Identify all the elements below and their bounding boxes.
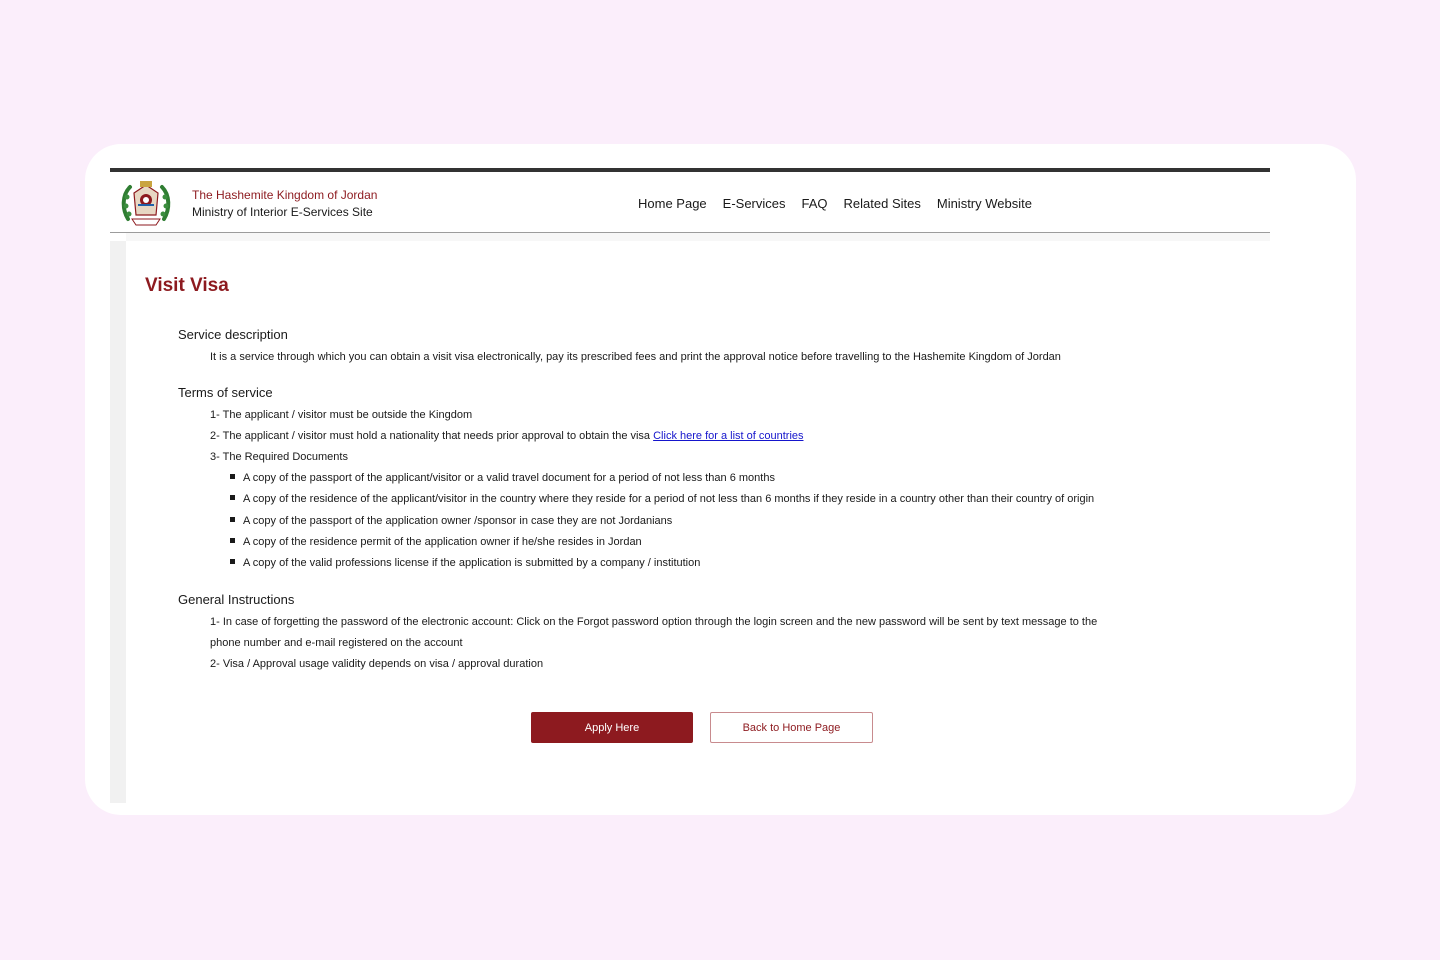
brand-kingdom-name: The Hashemite Kingdom of Jordan (192, 188, 378, 202)
bullet-icon (230, 495, 235, 500)
site-header (110, 172, 1270, 233)
main-nav (638, 196, 1032, 211)
service-description-text: It is a service through which you can obtain a visit visa electronically, pay its prescribed fees and print the approval notice before travelling to the Hashemite Kingdom of Jordan (210, 351, 1061, 363)
nav-related-sites[interactable]: Related Sites (843, 196, 921, 211)
list-item (230, 515, 672, 527)
content-left-rail (110, 241, 126, 803)
service-description-heading: Service description (178, 327, 288, 342)
terms-item-2 (210, 430, 804, 442)
bullet-icon (230, 538, 235, 543)
instructions-item-1-line2: phone number and e-mail registered on the account (210, 637, 463, 649)
list-item (230, 493, 1094, 505)
nav-ministry-website[interactable]: Ministry Website (936, 196, 1032, 211)
instructions-item-2: 2- Visa / Approval usage validity depends on visa / approval duration (210, 658, 544, 670)
terms-item-2-text: 2- The applicant / visitor must hold a nationality that needs prior approval to obtain the visa (210, 430, 654, 442)
nav-home-page[interactable]: Home Page (638, 196, 707, 211)
document-text: A copy of the valid professions license if the application is submitted by a company / institution (243, 557, 701, 569)
document-text: A copy of the passport of the applicant/visitor or a valid travel document for a period of not less than 6 months (243, 472, 775, 484)
brand-site-name: Ministry of Interior E-Services Site (192, 205, 373, 219)
apply-here-button[interactable]: Apply Here (531, 712, 693, 743)
terms-item-3: 3- The Required Documents (210, 451, 348, 463)
countries-list-link[interactable]: Click here for a list of countries (653, 430, 804, 442)
list-item (230, 536, 642, 548)
document-text: A copy of the passport of the application owner /sponsor in case they are not Jordanians (243, 515, 673, 527)
nav-faq[interactable]: FAQ (801, 196, 828, 211)
nav-e-services[interactable]: E-Services (722, 196, 786, 211)
list-item (230, 472, 775, 484)
content-top-rail (126, 233, 1270, 241)
instructions-item-1-line1: 1- In case of forgetting the password of the electronic account: Click on the Forgot password option through the login screen and the new password will be sent by text message to the (210, 616, 1098, 628)
instructions-heading: General Instructions (178, 592, 295, 607)
back-to-home-button[interactable]: Back to Home Page (710, 712, 873, 743)
main-card (85, 144, 1356, 815)
terms-item-1: 1- The applicant / visitor must be outside the Kingdom (210, 409, 473, 421)
document-text: A copy of the residence permit of the application owner if he/she resides in Jordan (243, 536, 642, 548)
document-text: A copy of the residence of the applicant/visitor in the country where they reside for a period of not less than 6 months if they reside in a country other than their country of origin (243, 493, 1095, 505)
bullet-icon (230, 517, 235, 522)
jordan-coat-of-arms-icon[interactable] (118, 175, 174, 231)
list-item (230, 557, 700, 569)
page-title: Visit Visa (145, 275, 229, 296)
bullet-icon (230, 474, 235, 479)
bullet-icon (230, 559, 235, 564)
content-area (126, 241, 1270, 803)
terms-heading: Terms of service (178, 385, 273, 400)
